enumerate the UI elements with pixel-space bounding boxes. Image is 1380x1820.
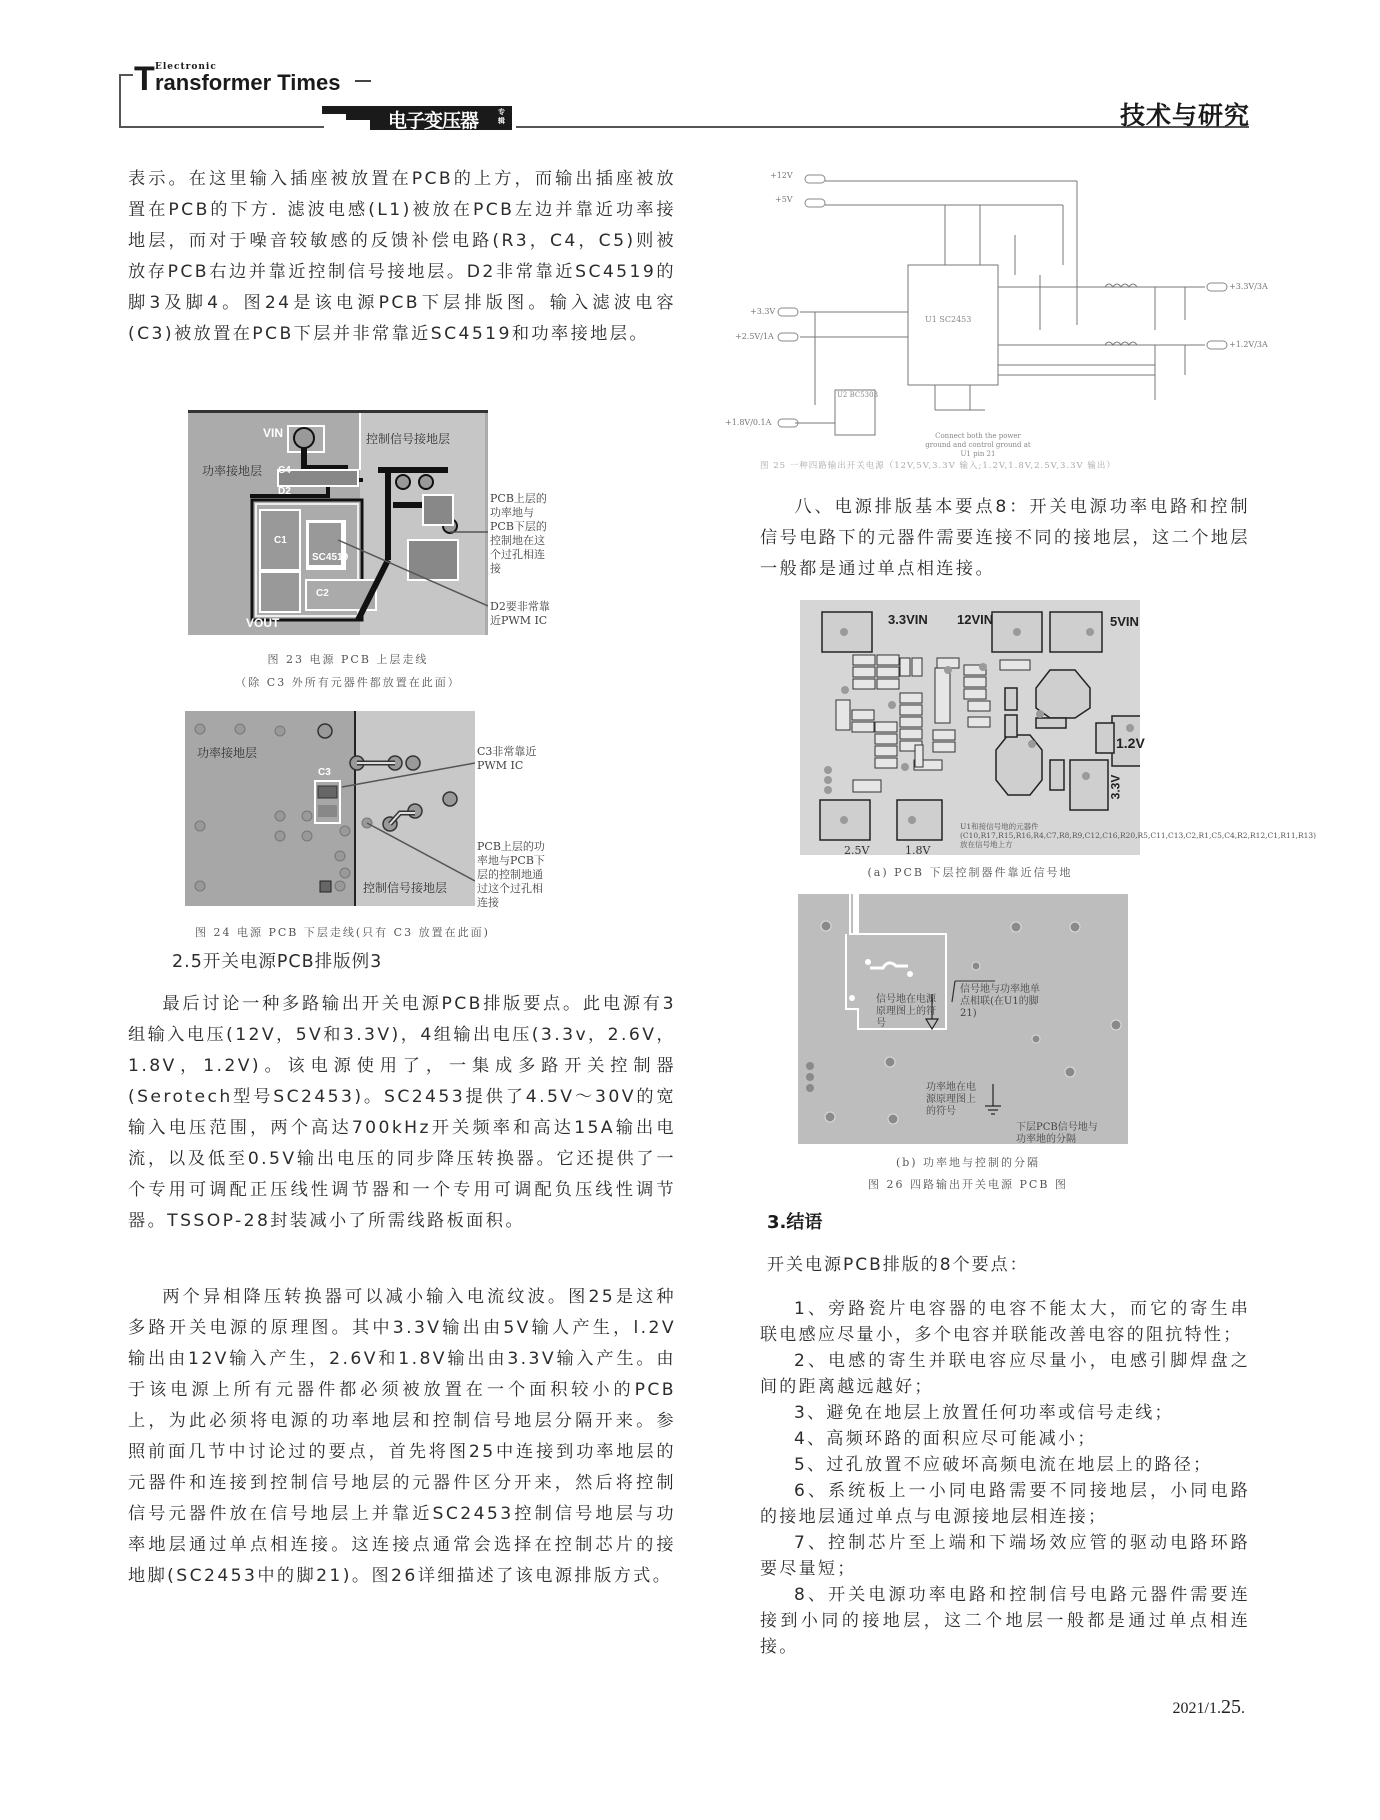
fig25-ic-ldo: U2 BC5303: [837, 391, 879, 399]
fig26a-annotation: U1和接信号地的元器件(C10,R17,R15,R16,R4,C7,R8,R9,C12,C16,R20,R5,C11,C13,C2,R1,C5,C4,R2,R12,C1,R11,R13)放在信号地上方: [960, 822, 1317, 849]
fig26a-label-12vin: 12VIN: [957, 612, 994, 627]
figure-23: [188, 410, 488, 635]
figure-26a-pcb-layout: [800, 600, 1317, 855]
header-rule-tick: [119, 74, 133, 76]
journal-logo-small: Electronic: [155, 62, 217, 72]
header-rule-left: [119, 126, 324, 128]
journal-logo-title: ransformer Times: [155, 70, 341, 95]
figure-25: [725, 165, 1268, 458]
point-6: 6、系统板上一小同电路需要不同接地层，小同电路的接地层通过单点与电源接地层相连接；: [760, 1481, 1250, 1527]
figure-26b: [798, 894, 1128, 1144]
fig25-input-2v5: +2.5V/1A: [735, 332, 774, 341]
figure-25-schematic: [745, 165, 1260, 455]
fig23-d2-annotation: D2要非常靠近PWM IC: [490, 600, 550, 627]
point-2: 2、电感的寄生并联电容应尽量小，电感引脚焊盘之间的距离越远越好；: [760, 1351, 1250, 1397]
fig25-ic-main: U1 SC2453: [925, 315, 972, 324]
fig23-c4-label: C4: [278, 465, 291, 476]
conclusion-intro: 开关电源PCB排版的8个要点：: [767, 1255, 1029, 1275]
journal-logo-initial: T: [134, 60, 155, 98]
fig24-caption: 图 24 电源 PCB 下层走线(只有 C3 放置在此面): [195, 926, 490, 939]
fig25-caption: 图 25 一种四路输出开关电源（12V,5V,3.3V 输入;1.2V,1.8V,2.5V,3.3V 输出）: [760, 461, 1116, 471]
fig23-c2-label: C2: [316, 588, 329, 599]
fig26b-caption: (b) 功率地与控制的分隔: [895, 1156, 1041, 1169]
page-number: [1173, 1696, 1245, 1719]
point-7: 7、控制芯片至上端和下端场效应管的驱动电路环路要尽量短；: [760, 1533, 1250, 1579]
conclusion-heading: 3.结语: [767, 1212, 823, 1233]
figure-24-pcb-bottom: [185, 711, 475, 906]
header-rule-vertical: [119, 74, 121, 128]
header-rule-tick-end: [355, 80, 371, 82]
point-5: 5、过孔放置不应破坏高频电流在地层上的路径；: [794, 1455, 1213, 1475]
journal-banner-text: 电子变压器: [388, 110, 479, 132]
fig23-caption-note: （除 C3 外所有元器件都放置在此面）: [235, 676, 461, 689]
fig26a-caption: (a) PCB 下层控制器件靠近信号地: [867, 866, 1073, 879]
page-number-suffix: .: [1241, 1700, 1245, 1717]
paragraph-top: 表示。在这里输入插座被放置在PCB的上方，而输出插座被放置在PCB的下方. 滤波电感(L1)被放在PCB左边并靠近功率接地层，而对于噪音较敏感的反馈补偿电路(R3，C4，C5)则被放存PCB右边并靠近控制信号接地层。D2非常靠近SC4519的脚3及脚4。图24是该电源PCB下层排版图。输入滤波电容(C3)被放置在PCB下层并非常靠近SC4519和功率接地层。: [128, 169, 676, 344]
fig26a-label-3v3: 3.3V: [1108, 774, 1123, 800]
fig26a-label-5vin: 5VIN: [1110, 614, 1139, 629]
fig26a-label-1v8: 1.8V: [905, 844, 931, 857]
point-1: 1、旁路瓷片电容器的电容不能太大，而它的寄生串联电感应尽量小，多个电容并联能改善电容的阻抗特性；: [760, 1299, 1250, 1345]
fig26b-separation-annotation: 下层PCB信号地与功率地的分隔: [1016, 1122, 1098, 1145]
point-4: 4、高频环路的面积应尽可能减小；: [794, 1429, 1097, 1449]
fig26a-label-1v2: 1.2V: [1116, 735, 1145, 751]
fig25-output-1v2: +1.2V/3A: [1229, 340, 1268, 349]
point-3: 3、避免在地层上放置任何功率或信号走线；: [794, 1403, 1174, 1423]
fig23-c1-label: C1: [274, 535, 287, 546]
fig26-caption: 图 26 四路输出开关电源 PCB 图: [868, 1178, 1068, 1191]
fig25-input-12v: +12V: [770, 171, 793, 180]
conclusion-points: [760, 1296, 1250, 1660]
subsection-heading: 2.5开关电源PCB排版例3: [172, 952, 383, 972]
fig24-c3-label: C3: [318, 767, 331, 778]
fig23-vin-label: VIN: [263, 426, 284, 440]
paragraph-bottom: 两个异相降压转换器可以减小输入电流纹波。图25是这种多路开关电源的原理图。其中3.3V输出由5V输人产生，l.2V输出由12V输入产生，2.6V和1.8V输出由3.3V输入产生。由于该电源上所有元器件都必须被放置在一个面积较小的PCB上，为此必须将电源的功率地层和控制信号地层分隔开来。参照前面几节中讨论过的要点，首先将图25中连接到功率地层的元器件和连接到控制信号地层的元器件区分开来，然后将控制信号元器件放在信号地层上并靠近SC2453控制信号地层与功率地层通过单点相连接。这连接点通常会选择在控制芯片的接地脚(SC2453中的脚21)。图26详细描述了该电源排版方式。: [128, 1287, 676, 1586]
page-number-value: 25: [1221, 1696, 1241, 1718]
journal-banner-small: 专辑: [498, 108, 505, 125]
fig26a-label-3v3in: 3.3VIN: [888, 612, 928, 627]
journal-banner: [322, 106, 512, 130]
fig26b-power-symbol-annotation: 功率地在电源原理图上的符号: [926, 1082, 976, 1117]
fig25-input-5v: +5V: [775, 195, 793, 204]
section-title: 技术与研究: [1119, 101, 1250, 130]
fig23-via-annotation: PCB上层的功率地与PCB下层的控制地在这个过孔相连接: [490, 492, 547, 575]
fig25-input-1v8: +1.8V/0.1A: [725, 418, 772, 427]
fig25-input-3v3: +3.3V: [750, 307, 776, 316]
fig23-ic-label: SC4519: [312, 552, 349, 563]
fig24-control-ground-label: 控制信号接地层: [363, 881, 448, 895]
fig26b-signal-symbol-annotation: 信号地在电源原理图上的符号: [876, 994, 936, 1029]
figure-26a: [800, 600, 1317, 857]
point-8: 8、开关电源功率电路和控制信号电路元器件需要连接到小同的接地层，这二个地层一般都是通过单点相连接。: [760, 1585, 1250, 1657]
fig24-via-annotation: PCB上层的功率地与PCB下层的控制地通过这个过孔相连接: [477, 840, 545, 909]
paragraph-middle: 最后讨论一种多路输出开关电源PCB排版要点。此电源有3组输入电压(12V，5V和3.3V)，4组输出电压(3.3v，2.6V，1.8V，1.2V)。该电源使用了，一集成多路开关控制器(Serotech型号SC2453)。SC2453提供了4.5V～30V的宽输入电压范围，两个高达700kHz开关频率和高达15A输出电流，以及低至0.5V输出电压的同步降压转换器。它还提供了一个专用可调配正压线性调节器和一个专用可调配负压线性调节器。TSSOP-28封装减小了所需线路板面积。: [128, 994, 676, 1231]
figure-24: [185, 711, 475, 906]
fig23-control-ground-label: 控制信号接地层: [366, 432, 451, 446]
fig23-caption-title: 图 23 电源 PCB 上层走线: [267, 653, 429, 666]
fig23-power-ground-label: 功率接地层: [202, 464, 263, 478]
fig24-power-ground-label: 功率接地层: [197, 746, 258, 760]
fig26a-label-2v5: 2.5V: [844, 844, 870, 857]
paragraph-point8: 八、电源排版基本要点8：开关电源功率电路和控制信号电路下的元器件需要连接不同的接地层，这二个地层一般都是通过单点相连接。: [760, 497, 1250, 579]
fig25-output-3v3: +3.3V/3A: [1229, 282, 1268, 291]
fig25-ground-note: Connect both the power ground and control ground at U1 pin 21: [925, 432, 1031, 458]
issue-date: 2021/1.: [1172, 1700, 1221, 1717]
fig26b-single-point-annotation: 信号地与功率地单点相联(在U1的脚21): [960, 984, 1040, 1019]
fig23-d2-label: D2: [278, 486, 291, 497]
fig24-c3-annotation: C3非常靠近PWM IC: [477, 745, 537, 772]
fig23-vout-label: VOUT: [246, 616, 280, 630]
